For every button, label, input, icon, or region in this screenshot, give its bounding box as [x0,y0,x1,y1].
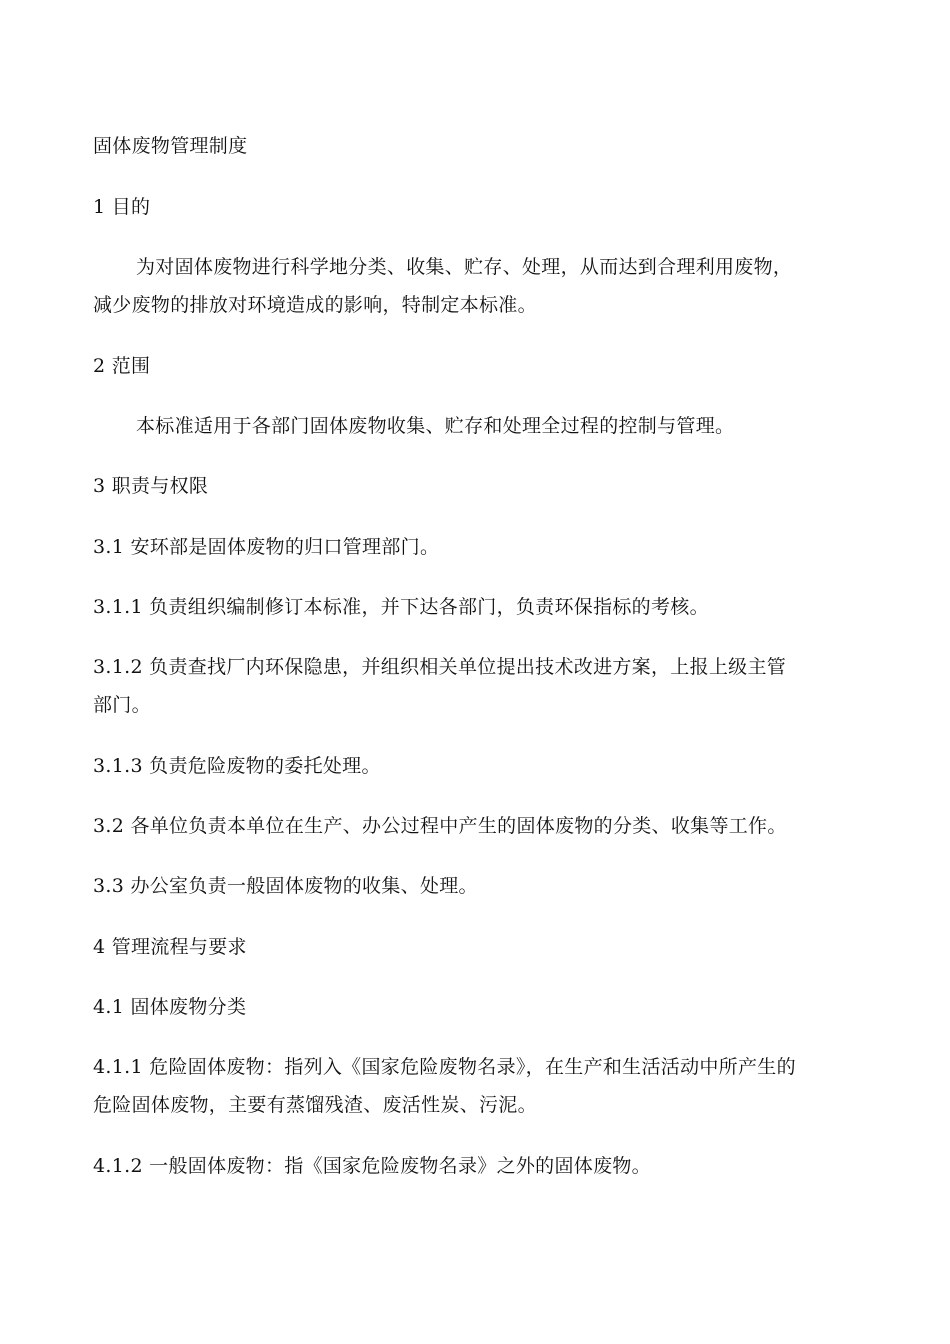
document-title: 固体废物管理制度 [93,135,248,157]
clause-line: 3.3 办公室负责一般固体废物的收集、处理。 [93,875,478,897]
paragraph-line: 减少废物的排放对环境造成的影响，特制定本标准。 [93,294,537,316]
clause-line: 4.1.2 一般固体废物：指《国家危险废物名录》之外的固体废物。 [93,1155,651,1177]
clause-line: 3.1.2 负责查找厂内环保隐患，并组织相关单位提出技术改进方案，上报上级主管 [93,656,787,678]
clause-line: 3.2 各单位负责本单位在生产、办公过程中产生的固体废物的分类、收集等工作。 [93,815,787,837]
clause-line: 3.1.3 负责危险废物的委托处理。 [93,755,381,777]
clause-line: 3.1 安环部是固体废物的归口管理部门。 [93,536,440,558]
section-heading-scope: 2 范围 [93,355,151,377]
clause-line: 危险固体废物，主要有蒸馏残渣、废活性炭、污泥。 [93,1094,537,1116]
clause-line: 部门。 [93,694,151,716]
subsection-heading: 4.1 固体废物分类 [93,996,247,1018]
section-heading-process: 4 管理流程与要求 [93,936,247,958]
section-heading-purpose: 1 目的 [93,196,151,218]
clause-line: 4.1.1 危险固体废物：指列入《国家危险废物名录》，在生产和生活活动中所产生的 [93,1056,796,1078]
paragraph-line: 为对固体废物进行科学地分类、收集、贮存、处理，从而达到合理利用废物， [136,256,793,278]
paragraph-line: 本标准适用于各部门固体废物收集、贮存和处理全过程的控制与管理。 [136,415,735,437]
section-heading-responsibilities: 3 职责与权限 [93,475,209,497]
clause-line: 3.1.1 负责组织编制修订本标准，并下达各部门，负责环保指标的考核。 [93,596,709,618]
